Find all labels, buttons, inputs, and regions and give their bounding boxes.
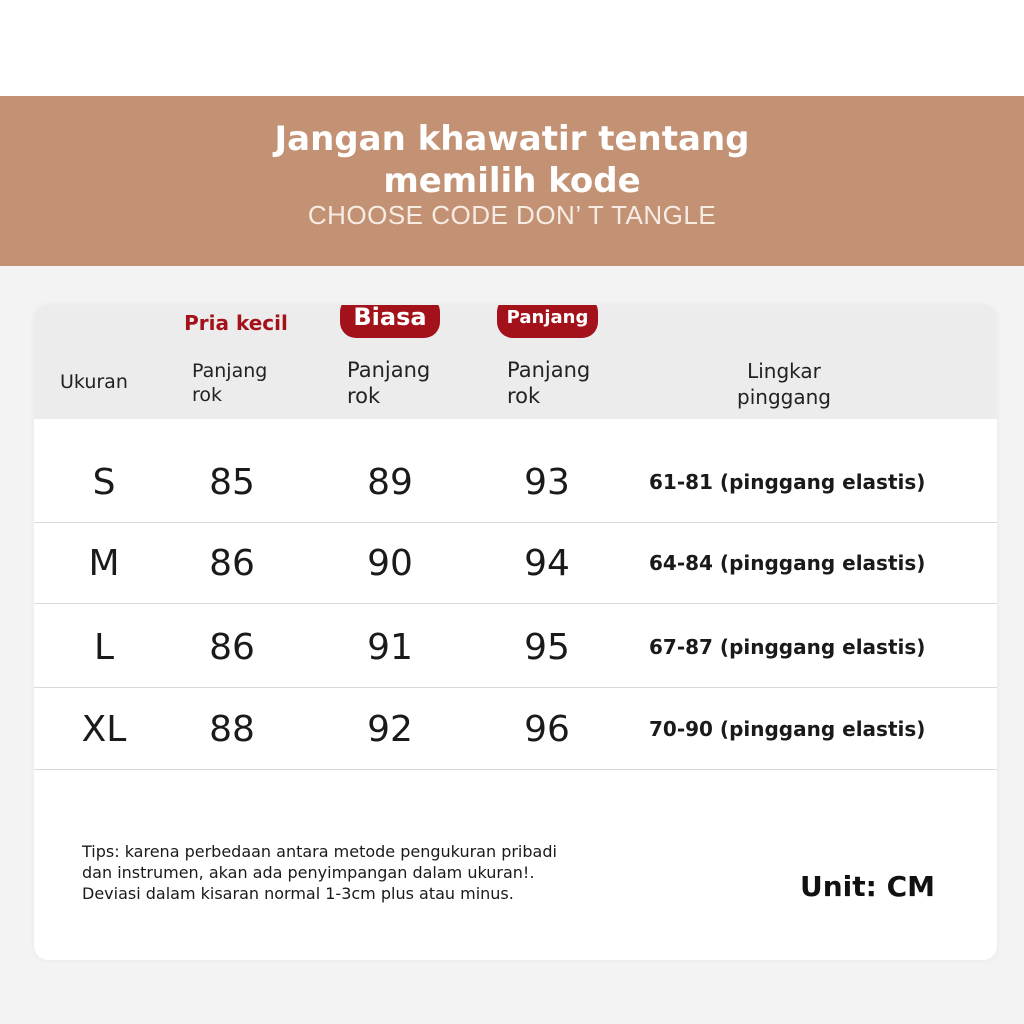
cell-long: 94 — [524, 542, 570, 584]
tips-line2: dan instrumen, akan ada penyimpangan dalam ukuran!. — [82, 863, 535, 882]
cell-size: XL — [81, 708, 127, 750]
cell-long: 95 — [524, 626, 570, 668]
header-waist — [724, 358, 844, 410]
measurement-tips — [82, 841, 702, 904]
cell-waist: 61-81 (pinggang elastis) — [649, 470, 926, 494]
banner-title-line1: Jangan khawatir tentang — [274, 119, 750, 159]
cell-long: 93 — [524, 461, 570, 503]
header-short-line2: rok — [192, 384, 223, 406]
tag-panjang: Panjang — [497, 305, 598, 338]
header-short-length — [192, 359, 267, 407]
cell-regular: 91 — [367, 626, 413, 668]
cell-size: L — [93, 626, 115, 668]
table-row-xl — [34, 689, 997, 770]
table-row-l — [34, 607, 997, 688]
header-banner — [0, 96, 1024, 266]
header-long-line1: Panjang — [507, 358, 591, 382]
banner-subtitle: CHOOSE CODE DON’ T TANGLE — [307, 200, 717, 230]
cell-size: S — [92, 461, 116, 503]
top-margin — [0, 0, 1024, 96]
cell-short: 85 — [209, 461, 255, 503]
header-regular-line1: Panjang — [347, 358, 431, 382]
cell-short: 86 — [209, 626, 255, 668]
cell-short: 86 — [209, 542, 255, 584]
table-header-row — [34, 305, 997, 419]
header-long-line2: rok — [507, 384, 541, 408]
cell-waist: 70-90 (pinggang elastis) — [649, 717, 926, 741]
header-size: Ukuran — [60, 371, 128, 393]
tips-line1: Tips: karena perbedaan antara metode pengukuran pribadi — [82, 842, 557, 861]
cell-regular: 90 — [367, 542, 413, 584]
header-waist-line2: pinggang — [737, 385, 831, 409]
size-chart-card — [34, 305, 997, 960]
table-row-m — [34, 523, 997, 604]
header-long-length — [507, 357, 590, 409]
tips-line3: Deviasi dalam kisaran normal 1-3cm plus atau minus. — [82, 884, 514, 903]
banner-title-line2: memilih kode — [383, 161, 641, 201]
cell-long: 96 — [524, 708, 570, 750]
cell-size: M — [88, 542, 120, 584]
cell-regular: 89 — [367, 461, 413, 503]
cell-waist: 67-87 (pinggang elastis) — [649, 635, 926, 659]
header-regular-length — [347, 357, 430, 409]
header-waist-line1: Lingkar — [747, 359, 821, 383]
header-regular-line2: rok — [347, 384, 381, 408]
tag-pria-kecil: Pria kecil — [184, 311, 288, 335]
banner-title — [0, 118, 1024, 202]
cell-short: 88 — [209, 708, 255, 750]
header-short-line1: Panjang — [192, 360, 268, 382]
cell-waist: 64-84 (pinggang elastis) — [649, 551, 926, 575]
cell-regular: 92 — [367, 708, 413, 750]
tag-biasa: Biasa — [340, 305, 440, 338]
table-row-s — [34, 442, 997, 523]
unit-label: Unit: CM — [799, 870, 935, 903]
